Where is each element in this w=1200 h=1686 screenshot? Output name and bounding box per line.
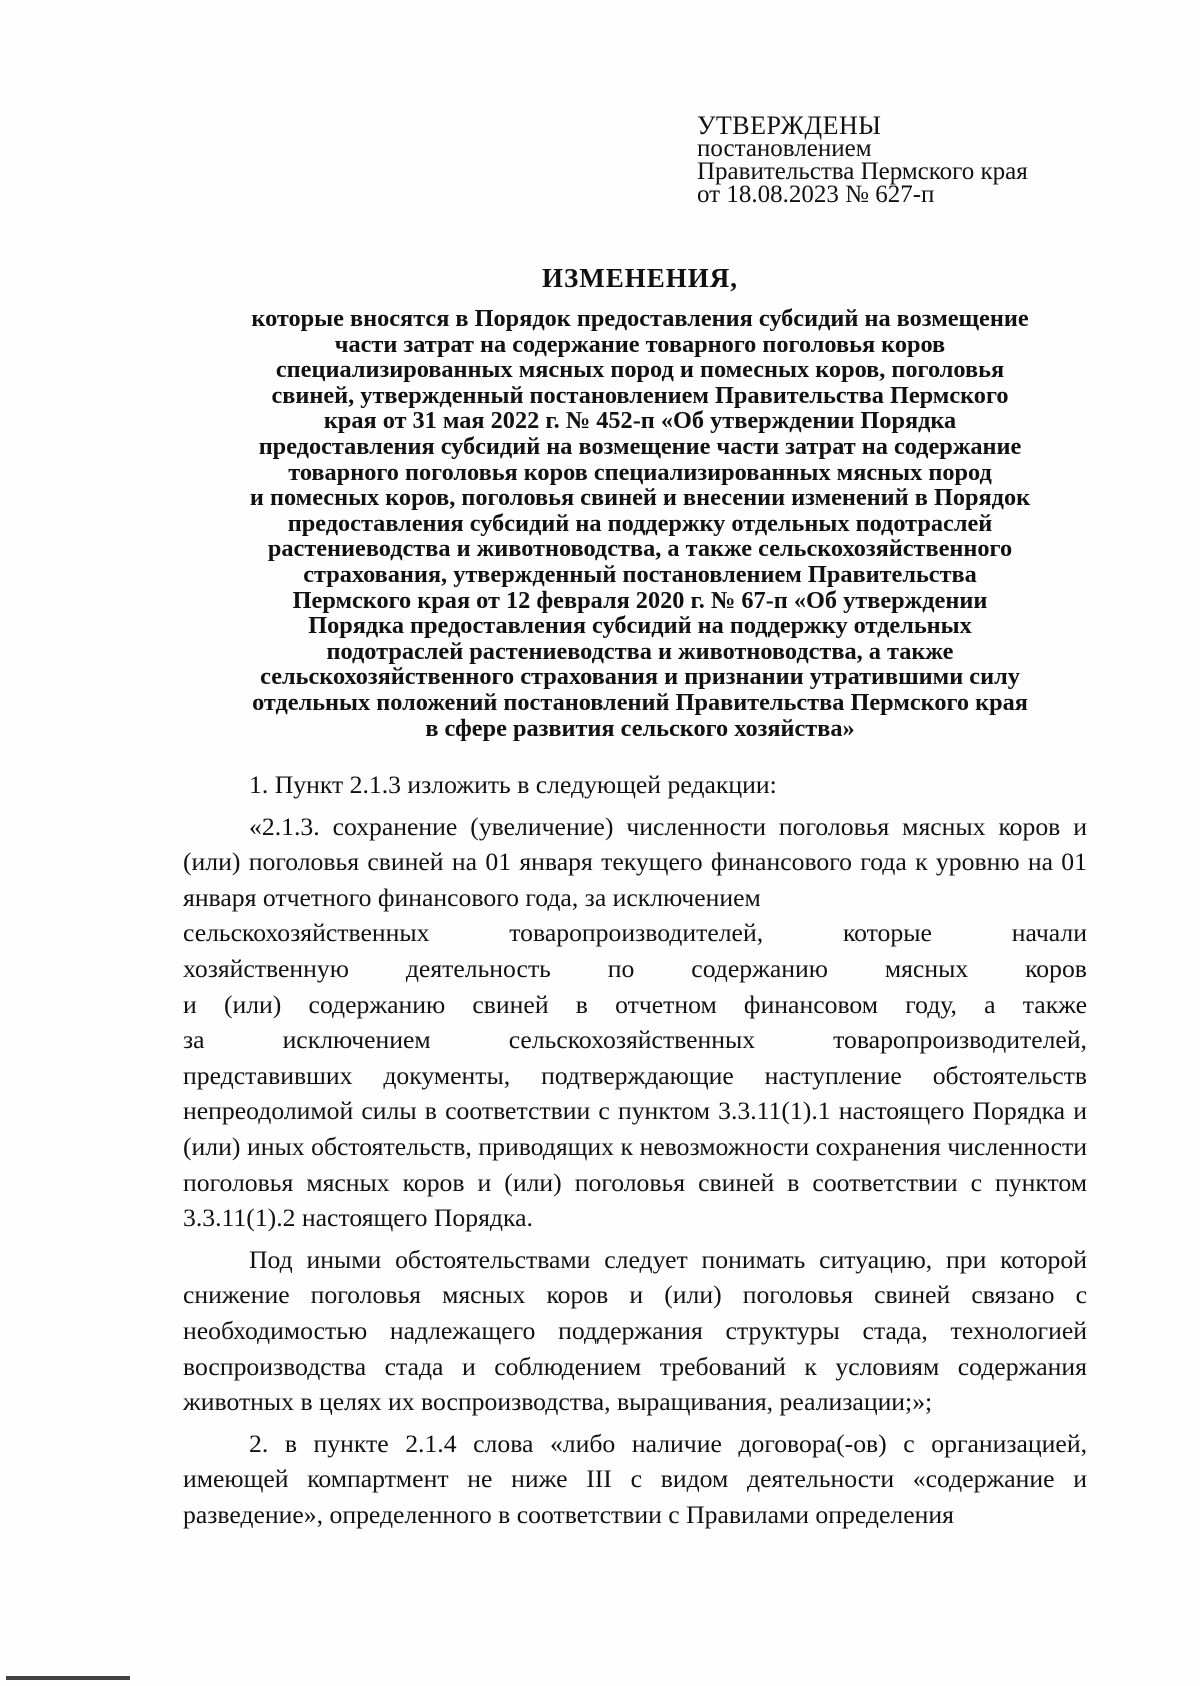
justified-line	[183, 1022, 1087, 1058]
approval-line: Правительства Пермского края	[697, 158, 1028, 185]
word: сельскохозяйственных	[508, 1025, 756, 1055]
word: мясных	[884, 953, 969, 983]
subtitle-line: предоставления субсидий на поддержку отдельных подотраслей	[287, 509, 993, 537]
approval-heading: УТВЕРЖДЕНЫ	[697, 111, 882, 140]
subtitle-line: части затрат на содержание товарного поголовья коров	[334, 330, 946, 358]
paragraph-4: 2. в пункте 2.1.4 слова «либо наличие договора(-ов) с организацией, имеющей компартмент не ниже III с видом деятельности «содержание и разведение», определенного в соответствии с Правилами определения	[183, 1428, 1087, 1529]
approval-block	[697, 111, 1117, 208]
word: деятельность	[405, 953, 551, 983]
subtitle-line: товарного поголовья коров специализированных мясных пород	[288, 458, 992, 486]
subtitle-line: Пермского края от 12 февраля 2020 г. № 67-п «Об утверждении	[292, 586, 988, 614]
subtitle-line: которые вносятся в Порядок предоставления субсидий на возмещение	[251, 305, 1029, 332]
subtitle-line: предоставления субсидий на возмещение части затрат на содержание	[258, 432, 1022, 460]
subtitle-line: растениеводства и животноводства, а также сельскохозяйственного	[267, 535, 1013, 563]
word: по	[607, 953, 635, 983]
paragraph-2-continuation: и (или) содержанию свиней в отчетном финансовом году, а также	[183, 989, 1087, 1019]
approval-date-number: от 18.08.2023 № 627-п	[697, 181, 935, 208]
justified-line	[183, 951, 1087, 987]
subtitle-line: края от 31 мая 2022 г. № 452-п «Об утверждении Порядка	[323, 407, 957, 435]
word: товаропроизводителей,	[833, 1025, 1087, 1055]
word: содержанию	[691, 953, 828, 983]
subtitle-line: специализированных мясных пород и помесных коров, поголовья	[275, 356, 1005, 384]
approval-line: постановлением	[697, 135, 872, 162]
paragraph-3: Под иными обстоятельствами следует понимать ситуацию, при которой снижение поголовья мясных коров и (или) поголовья свиней связано с необходимостью надлежащего поддержания структуры стада, технологией воспроизводства стада и соблюдением требований к условиям содержания животных в целях их воспроизводства, выращивания, реализации;»;	[183, 1244, 1087, 1417]
word: которые	[842, 918, 932, 948]
subtitle-line: Порядка предоставления субсидий на поддержку отдельных	[308, 612, 972, 640]
word: хозяйственную	[183, 953, 349, 983]
word: сельскохозяйственных	[183, 918, 430, 948]
word: товаропроизводителей,	[509, 918, 764, 948]
subtitle-line: в сфере развития сельского хозяйства»	[425, 714, 855, 742]
document-title: ИЗМЕНЕНИЯ,	[541, 263, 738, 293]
word: исключением	[282, 1025, 431, 1055]
subtitle-line: страхования, утвержденный постановлением Правительства	[303, 560, 977, 588]
document-body	[183, 767, 1087, 1532]
word: за	[183, 1025, 205, 1055]
subtitle-line: подотраслей растениеводства и животноводства, а также	[326, 637, 954, 665]
paragraph-1: 1. Пункт 2.1.3 изложить в следующей редакции:	[249, 770, 777, 799]
word: начали	[1011, 918, 1087, 948]
paragraph-2: «2.1.3. сохранение (увеличение) численности поголовья мясных коров и (или) поголовья свиней на 01 января текущего финансового года к уровню на 01 января отчетного финансового года, за исключением	[183, 811, 1087, 912]
subtitle-line: свиней, утвержденный постановлением Правительства Пермского	[271, 381, 1009, 409]
subtitle-line: сельскохозяйственного страхования и признании утратившими силу	[260, 663, 1020, 691]
justified-line	[183, 915, 1087, 951]
subtitle-line: отдельных положений постановлений Правительства Пермского края	[252, 688, 1028, 716]
word: коров	[1025, 953, 1087, 983]
subtitle-line: и помесных коров, поголовья свиней и внесении изменений в Порядок	[249, 484, 1031, 512]
scan-edge-mark	[6, 1676, 130, 1680]
paragraph-2-continuation: представивших документы, подтверждающие наступление обстоятельств непреодолимой силы в соответствии с пунктом 3.3.11(1).1 настоящего Порядка и (или) иных обстоятельств, приводящих к невозможности сохранения численности поголовья мясных коров и (или) поголовья свиней в соответствии с пунктом 3.3.11(1).2 настоящего Порядка.	[183, 1060, 1087, 1233]
document-subtitle	[178, 306, 1102, 741]
